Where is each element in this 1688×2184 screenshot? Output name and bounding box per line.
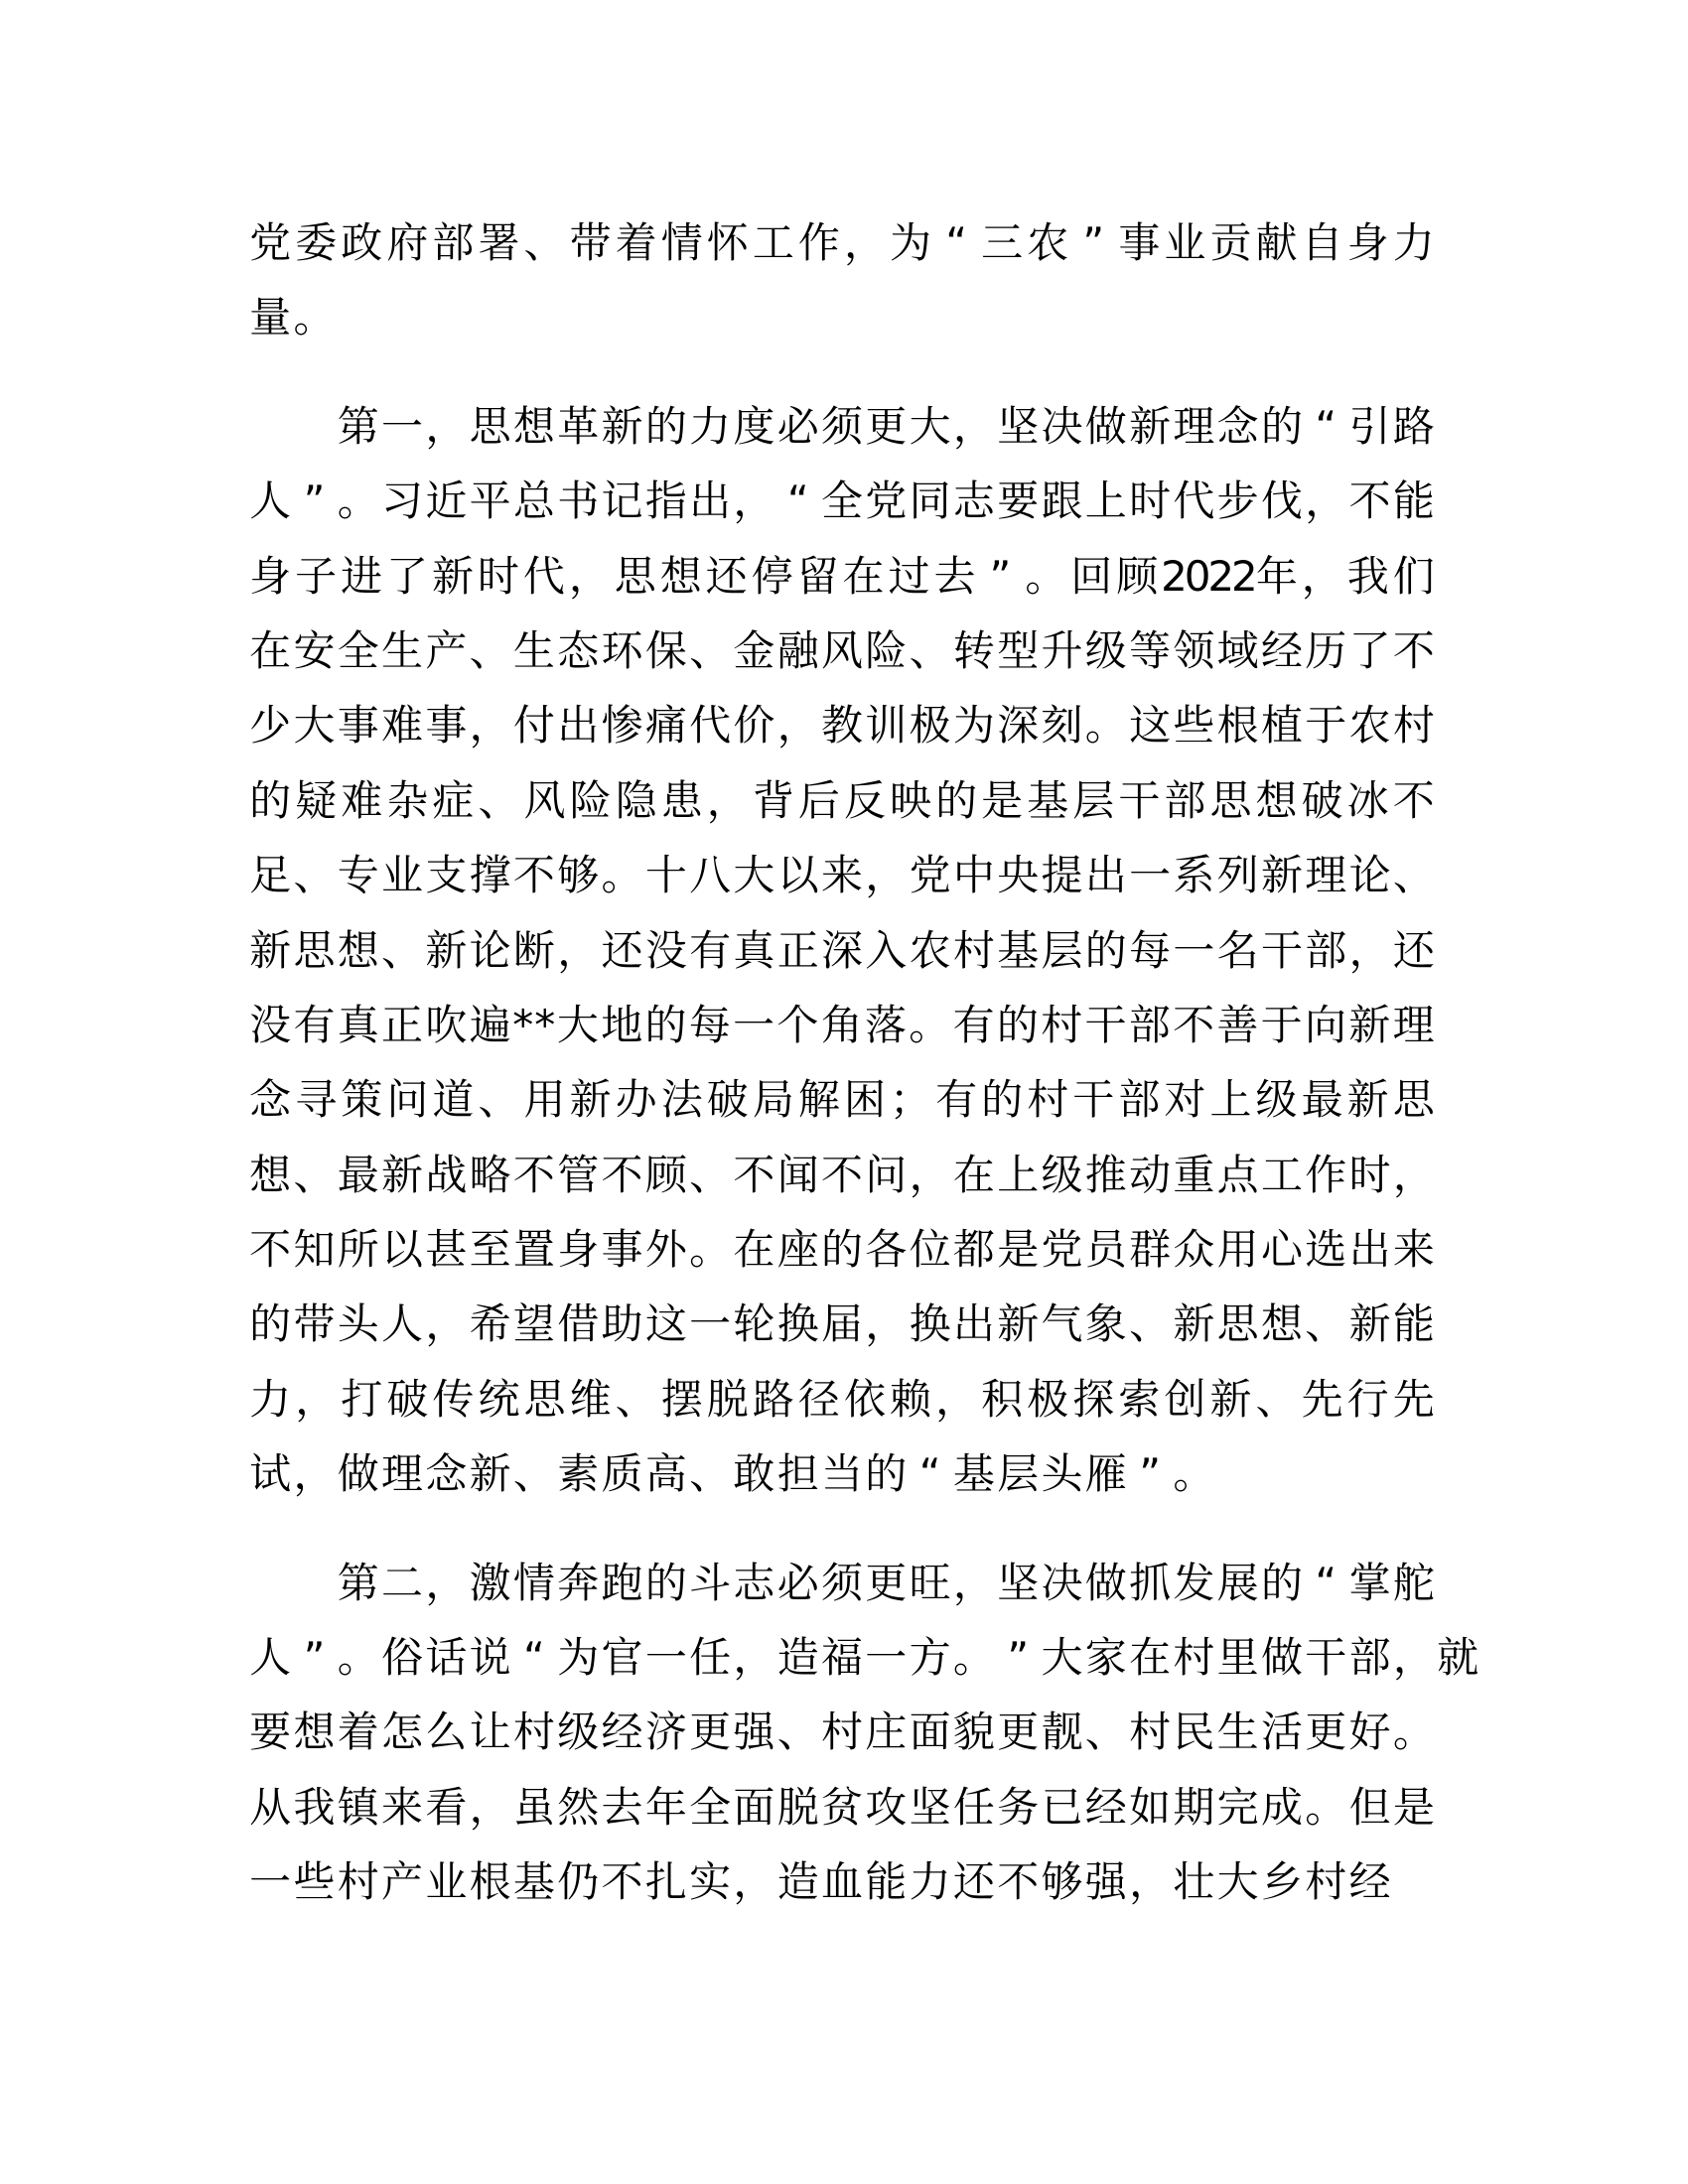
text-line: 身 子 进 了 新 时 代 ， 思 想 还 停 留 在 过 去 ” 。 回 顾 2 0 2 2 年 ， 我 们 xyxy=(249,551,1435,601)
text-line: 念 寻 策 问 道 、 用 新 办 法 破 局 解 困 ； 有 的 村 干 部 对 上 级 最 新 思 xyxy=(249,1075,1435,1125)
text-line: 从 我 镇 来 看 ， 虽 然 去 年 全 面 脱 贫 攻 坚 任 务 已 经 如 期 完 成 。 但 是 xyxy=(249,1782,1435,1832)
text-line: 试 ， 做 理 念 新 、 素 质 高 、 敢 担 当 的 “ 基 层 头 雁 ” 。 xyxy=(249,1449,1215,1499)
text-line: 量 。 xyxy=(249,293,336,342)
text-line: 人 ” 。 俗 话 说 “ 为 官 一 任 ， 造 福 一 方 。 ” 大 家 在 村 里 做 干 部 ， 就 xyxy=(249,1633,1479,1683)
text-line: 要 想 着 怎 么 让 村 级 经 济 更 强 、 村 庄 面 貌 更 靓 、 村 民 生 活 更 好 。 xyxy=(249,1707,1435,1757)
paragraph-point-two xyxy=(248,1546,1479,1920)
text-line: 党 委 政 府 部 署 、 带 着 情 怀 工 作 ， 为 “ 三 农 ” 事 业 贡 献 自 身 力 xyxy=(249,218,1435,267)
text-line: 人 ” 。 习 近 平 总 书 记 指 出 ， “ 全 党 同 志 要 跟 上 时 代 步 伐 ， 不 能 xyxy=(249,477,1435,526)
text-line: 足 、 专 业 支 撑 不 够 。 十 八 大 以 来 ， 党 中 央 提 出 一 系 列 新 理 论 、 xyxy=(249,851,1435,900)
text-line: 一 些 村 产 业 根 基 仍 不 扎 实 ， 造 血 能 力 还 不 够 强 ， 壮 大 乡 村 经 xyxy=(249,1857,1391,1907)
text-line: 想 、 最 新 战 略 不 管 不 顾 、 不 闻 不 问 ， 在 上 级 推 动 重 点 工 作 时 ， xyxy=(249,1150,1435,1199)
text-line: 不 知 所 以 甚 至 置 身 事 外 。 在 座 的 各 位 都 是 党 员 群 众 用 心 选 出 来 xyxy=(249,1225,1435,1275)
text-line: 在 安 全 生 产 、 生 态 环 保 、 金 融 风 险 、 转 型 升 级 等 领 域 经 历 了 不 xyxy=(249,625,1435,675)
paragraph-intro-closing xyxy=(248,205,1436,355)
text-line: 的 带 头 人 ， 希 望 借 助 这 一 轮 换 届 ， 换 出 新 气 象 、 新 思 想 、 新 能 xyxy=(249,1299,1435,1349)
paragraph-point-one xyxy=(248,389,1436,1512)
text-line: 的 疑 难 杂 症 、 风 险 隐 患 ， 背 后 反 映 的 是 基 层 干 部 思 想 破 冰 不 xyxy=(249,775,1435,825)
document-body xyxy=(248,205,1479,1954)
text-line: 没 有 真 正 吹 遍 * * 大 地 的 每 一 个 角 落 。 有 的 村 干 部 不 善 于 向 新 理 xyxy=(249,1000,1435,1049)
text-line: 第 一 ， 思 想 革 新 的 力 度 必 须 更 大 ， 坚 决 做 新 理 念 的 “ 引 路 xyxy=(337,401,1435,451)
text-line: 新 思 想 、 新 论 断 ， 还 没 有 真 正 深 入 农 村 基 层 的 每 一 名 干 部 ， 还 xyxy=(249,925,1435,975)
text-line: 少 大 事 难 事 ， 付 出 惨 痛 代 价 ， 教 训 极 为 深 刻 。 这 些 根 植 于 农 村 xyxy=(249,701,1435,751)
text-line: 第 二 ， 激 情 奔 跑 的 斗 志 必 须 更 旺 ， 坚 决 做 抓 发 展 的 “ 掌 舵 xyxy=(337,1558,1435,1607)
text-line: 力 ， 打 破 传 统 思 维 、 摆 脱 路 径 依 赖 ， 积 极 探 索 创 新 、 先 行 先 xyxy=(249,1374,1435,1424)
